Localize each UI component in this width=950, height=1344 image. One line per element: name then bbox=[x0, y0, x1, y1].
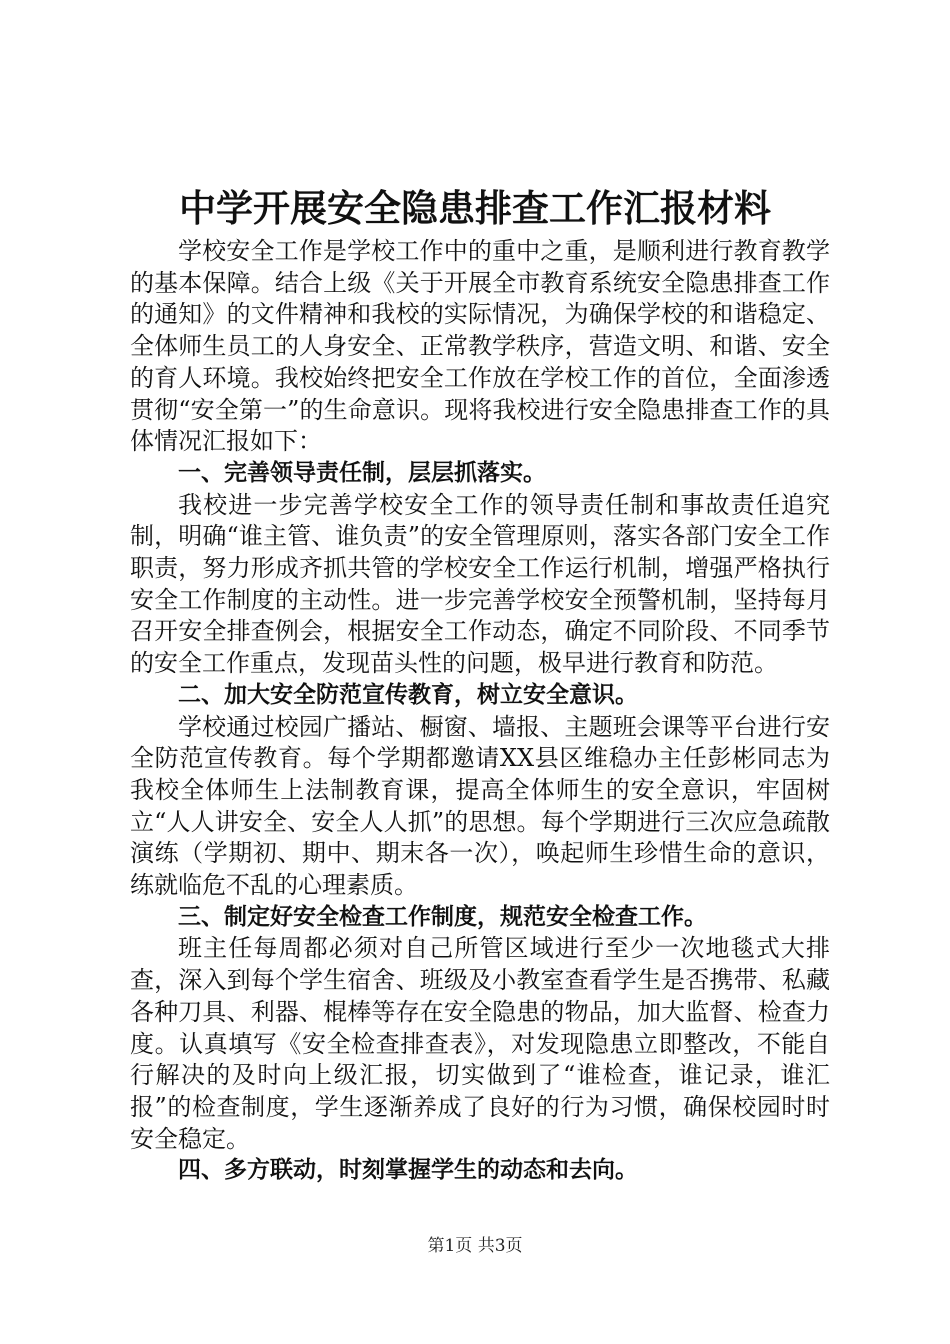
section-heading-1: 一、完善领导责任制，层层抓落实。 bbox=[178, 459, 546, 486]
section-paragraph-2: 学校通过校园广播站、橱窗、墙报、主题班会课等平台进行安全防范宣传教育。每个学期都邀请XX县区维稳办主任彭彬同志为我校全体师生上法制教育课，提高全体师生的安全意识，牢固树立“人人讲安全、安全人人抓”的思想。每个学期进行三次应急疏散演练（学期初、期中、期末各一次），唤起师生珍惜生命的意识，练就临危不乱的心理素质。 bbox=[130, 712, 830, 900]
section-heading-3: 三、制定好安全检查工作制度，规范安全检查工作。 bbox=[178, 903, 707, 930]
section-heading-2: 二、加大安全防范宣传教育，树立安全意识。 bbox=[178, 681, 638, 708]
section-heading-4: 四、多方联动，时刻掌握学生的动态和去向。 bbox=[178, 1157, 638, 1184]
page-number-footer: 第1页 共3页 bbox=[427, 1236, 523, 1256]
document-body bbox=[130, 236, 830, 1187]
document-title: 中学开展安全隐患排查工作汇报材料 bbox=[179, 187, 771, 230]
section-paragraph-3: 班主任每周都必须对自己所管区域进行至少一次地毯式大排查，深入到每个学生宿舍、班级及小教室查看学生是否携带、私藏各种刀具、利器、棍棒等存在安全隐患的物品，加大监督、检查力度。认真填写《安全检查排查表》，对发现隐患立即整改，不能自行解决的及时向上级汇报，切实做到了“谁检查，谁记录，谁汇报”的检查制度，学生逐渐养成了良好的行为习惯，确保校园时时安全稳定。 bbox=[130, 934, 830, 1153]
section-paragraph-1: 我校进一步完善学校安全工作的领导责任制和事故责任追究制，明确“谁主管、谁负责”的安全管理原则，落实各部门安全工作职责，努力形成齐抓共管的学校安全工作运行机制，增强严格执行安全工作制度的主动性。进一步完善学校安全预警机制，坚持每月召开安全排查例会，根据安全工作动态，确定不同阶段、不同季节的安全工作重点，发现苗头性的问题，极早进行教育和防范。 bbox=[130, 490, 830, 678]
intro-paragraph: 学校安全工作是学校工作中的重中之重，是顺利进行教育教学的基本保障。结合上级《关于开展全市教育系统安全隐患排查工作的通知》的文件精神和我校的实际情况，为确保学校的和谐稳定、全体师生员工的人身安全、正常教学秩序，营造文明、和谐、安全的育人环境。我校始终把安全工作放在学校工作的首位，全面渗透贯彻“安全第一”的生命意识。现将我校进行安全隐患排查工作的具体情况汇报如下： bbox=[130, 237, 830, 456]
